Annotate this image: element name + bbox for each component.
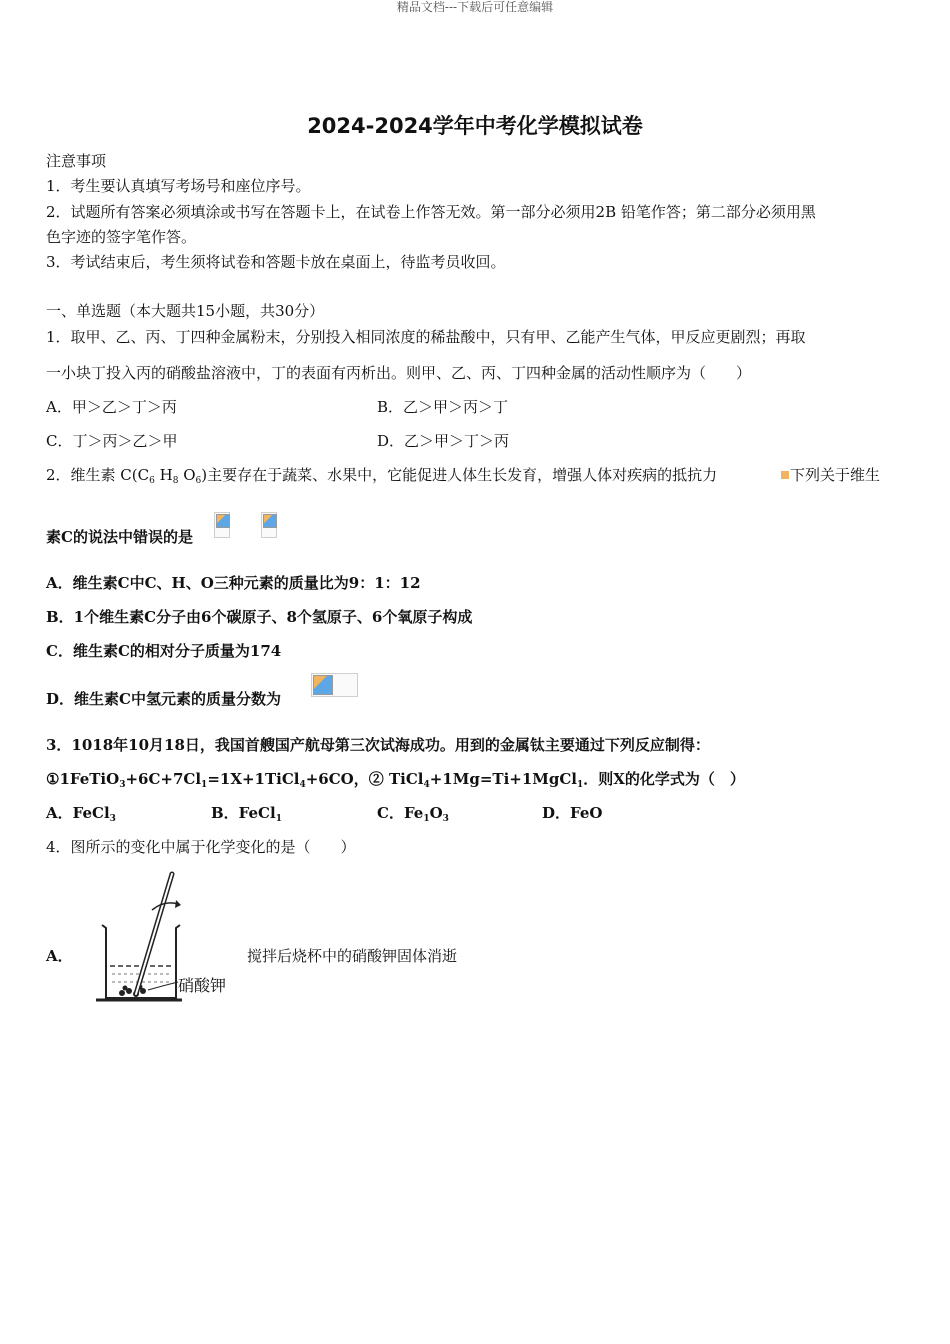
q3-option-d: D．FeO: [542, 804, 603, 822]
q3-option-c: C．$Fe_1O_3$: [377, 804, 449, 824]
question-2-stem: 2．维生素 $C(C_6$ $H_8$ $O_6$)主要存在于蔬菜、水果中，它能促进人体生长发育，增强人体对疾病的抵抗力: [46, 466, 718, 486]
question-3-equation: $①1FeTiO_3+6C+7Cl_1=1X+1TiCl_4+6CO$，② TiCl$_4$+1Mg=Ti+1MgCl$_1$．则X的化学式为（ ）: [46, 770, 745, 790]
notice-item: 3．考试结束后，考生须将试卷和答题卡放在桌面上，待监考员收回。: [46, 253, 506, 271]
q1-option-d: D．乙＞甲＞丁＞丙: [377, 432, 510, 450]
beaker-figure: [92, 870, 192, 1004]
question-3-stem: 3．1018年10月18日，我国首艘国产航母第三次试海成功。用到的金属钛主要通过下列反应制得：: [46, 736, 710, 754]
question-1-stem: 一小块丁投入丙的硝酸盐溶液中，丁的表面有丙析出。则甲、乙、丙、丁四种金属的活动性顺序为（ ）: [46, 364, 752, 382]
q3-option-b: B．FeCl$_1$: [211, 804, 282, 824]
q1-option-a: A．甲＞乙＞丁＞丙: [46, 398, 177, 416]
broken-image-icon: [311, 673, 358, 697]
notice-item: 色字迹的签字笔作答。: [46, 228, 197, 246]
inline-image-icon: [781, 471, 789, 479]
q2-option-d: D．维生素C中氢元素的质量分数为: [46, 690, 281, 708]
question-4-stem: 4．图所示的变化中属于化学变化的是（ ）: [46, 838, 356, 856]
q1-option-c: C．丁＞丙＞乙＞甲: [46, 432, 178, 450]
question-2-stem: 素C的说法中错误的是: [46, 528, 193, 546]
q2-option-b: B．1个维生素C分子由6个碳原子、8个氢原子、6个氧原子构成: [46, 608, 473, 626]
notice-heading: 注意事项: [46, 152, 107, 170]
notice-item: 2．试题所有答案必须填涂或书写在答题卡上，在试卷上作答无效。第一部分必须用2B 铅笔作答；第二部分必须用黑: [46, 203, 816, 221]
section-heading: 一、单选题（本大题共15小题，共30分）: [46, 302, 325, 320]
notice-item: 1．考生要认真填写考场号和座位序号。: [46, 177, 311, 195]
figure-label: 硝酸钾: [178, 976, 227, 995]
q3-option-a: A．FeCl$_3$: [46, 804, 116, 824]
q2-option-a: A．维生素C中C、H、O三种元素的质量比为9：1：12: [46, 574, 421, 592]
broken-image-icon: [261, 512, 277, 538]
q2-option-c: C．维生素C的相对分子质量为174: [46, 642, 282, 660]
page-header: 精品文档---下载后可任意编辑: [396, 0, 554, 14]
broken-image-icon: [214, 512, 230, 538]
q4-option-a-text: 搅拌后烧杯中的硝酸钾固体消逝: [247, 947, 458, 965]
q1-option-b: B．乙＞甲＞丙＞丁: [377, 398, 509, 416]
question-2-stem: 下列关于维生: [790, 466, 881, 484]
question-1-stem: 1．取甲、乙、丙、丁四种金属粉末，分别投入相同浓度的稀盐酸中，只有甲、乙能产生气体，甲反应更剧烈；再取: [46, 328, 806, 346]
exam-title: 2024-2024学年中考化学模拟试卷: [307, 114, 643, 138]
q4-option-a-letter: A．: [46, 947, 73, 965]
